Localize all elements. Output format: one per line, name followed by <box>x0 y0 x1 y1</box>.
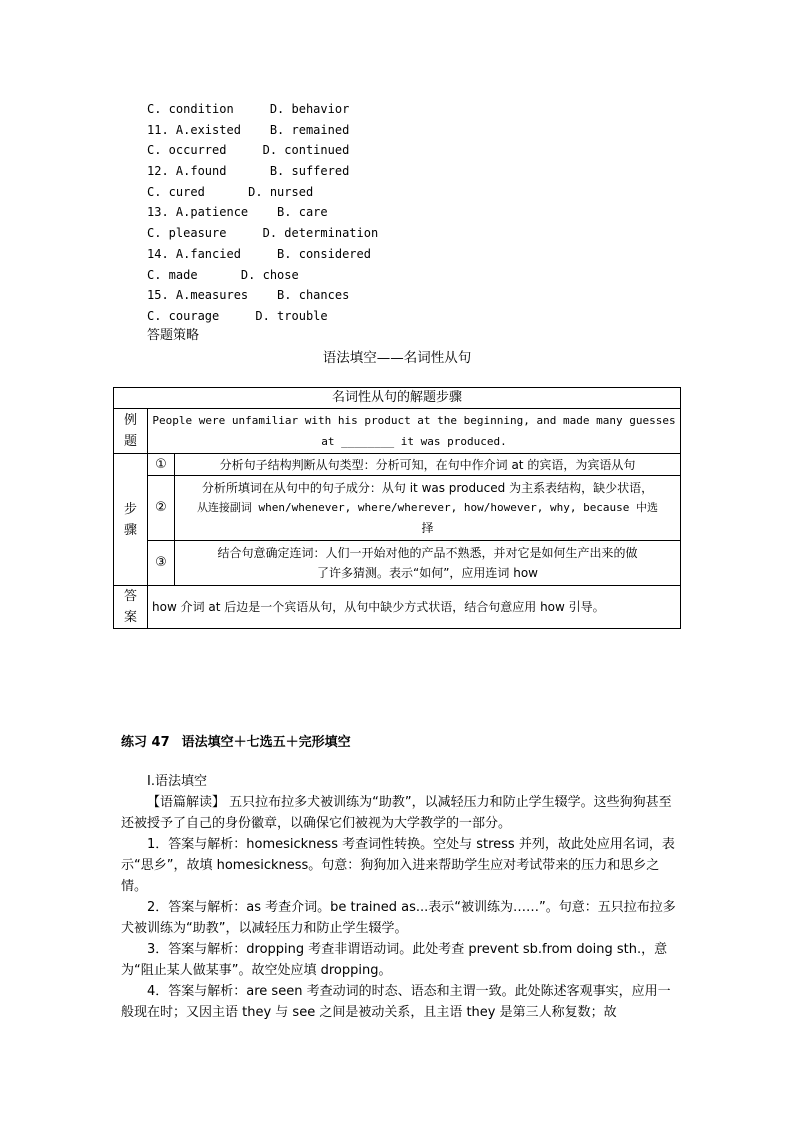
section-title: 语法填空——名词性从句 <box>322 350 472 366</box>
answer-body <box>121 771 681 1023</box>
option-line: 15. A.measures B. chances <box>147 288 350 303</box>
example-label: 例题 <box>114 409 148 454</box>
option-line: 14. A.fancied B. considered <box>147 246 371 261</box>
answer-item: 3．答案与解析：dropping 考查非谓语动词。此处考查 prevent sb.from doing sth.，意为“阻止某人做某事”。故空处应填 dropping。 <box>121 942 668 978</box>
example-line: at ________ it was produced. <box>321 435 507 448</box>
option-line: C. made D. chose <box>147 267 299 282</box>
exercise-title: 语法填空＋七选五＋完形填空 <box>181 735 351 750</box>
example-cell <box>148 409 681 454</box>
answer-item: 1．答案与解析：homesickness 考查词性转换。空处与 stress 并列，故此处应用名词，表示“思乡”，故填 homesickness。句意：狗狗加入进来帮助学生应对考试带来的压力和思乡之情。 <box>121 837 675 894</box>
option-line: 12. A.found B. suffered <box>147 164 350 179</box>
step-number: ① <box>148 454 175 476</box>
step-1-text: 分析句子结构判断从句类型：分析可知，在句中作介词 at 的宾语，为宾语从句 <box>175 454 681 476</box>
option-line: C. cured D. nursed <box>147 184 314 199</box>
part-heading: Ⅰ.语法填空 <box>147 774 207 789</box>
option-line: C. pleasure D. determination <box>147 226 379 241</box>
option-line: 11. A.existed B. remained <box>147 122 350 137</box>
option-line: C. condition D. behavior <box>147 102 350 116</box>
option-line: 13. A.patience B. care <box>147 205 328 220</box>
step-2-line: 择 <box>421 521 434 535</box>
answer-label: 答案 <box>114 586 148 629</box>
table-header: 名词性从句的解题步骤 <box>114 388 681 409</box>
step-3-line: 了许多猜测。表示“如何”，应用连词 how <box>316 566 538 580</box>
solution-steps-table <box>113 387 681 629</box>
answer-item: 4．答案与解析：are seen 考查动词的时态、语态和主谓一致。此处陈述客观事实，应用一般现在时；又因主语 they 与 see 之间是被动关系，且主语 they 是第三人称复数；故 <box>121 984 671 1020</box>
steps-label: 步骤 <box>114 454 148 586</box>
option-line: C. occurred D. continued <box>147 143 350 158</box>
answer-item: 2．答案与解析：as 考查介词。be trained as...表示“被训练为……”。句意：五只拉布拉多犬被训练为“助教”，以减轻压力和防止学生辍学。 <box>121 900 676 936</box>
step-2-line: 从连接副词 when/whenever, where/wherever, how/however, why, because 中选 <box>196 501 659 514</box>
step-3-text <box>175 541 681 586</box>
answer-text: how 介词 at 后边是一个宾语从句，从句中缺少方式状语，结合句意应用 how 引导。 <box>148 586 681 629</box>
exercise-heading <box>121 731 363 750</box>
step-2-line: 分析所填词在从句中的句子成分：从句 it was produced 为主系表结构，缺少状语， <box>201 481 654 495</box>
example-line: People were unfamiliar with his product at the beginning, and made many guesses <box>152 414 676 427</box>
answer-options-list <box>147 99 378 327</box>
passage-intro: 【语篇解读】 五只拉布拉多犬被训练为“助教”，以减轻压力和防止学生辍学。这些狗狗甚至还被授予了自己的身份徽章，以确保它们被视为大学教学的一部分。 <box>121 795 672 831</box>
step-number: ③ <box>148 541 175 586</box>
step-3-line: 结合句意确定连词：人们一开始对他的产品不熟悉，并对它是如何生产出来的做 <box>217 546 638 560</box>
step-2-text <box>175 476 681 541</box>
strategy-label: 答题策略 <box>147 328 200 343</box>
step-number: ② <box>148 476 175 541</box>
option-line: C. courage D. trouble <box>147 308 328 323</box>
exercise-number: 练习 47 <box>121 735 170 750</box>
